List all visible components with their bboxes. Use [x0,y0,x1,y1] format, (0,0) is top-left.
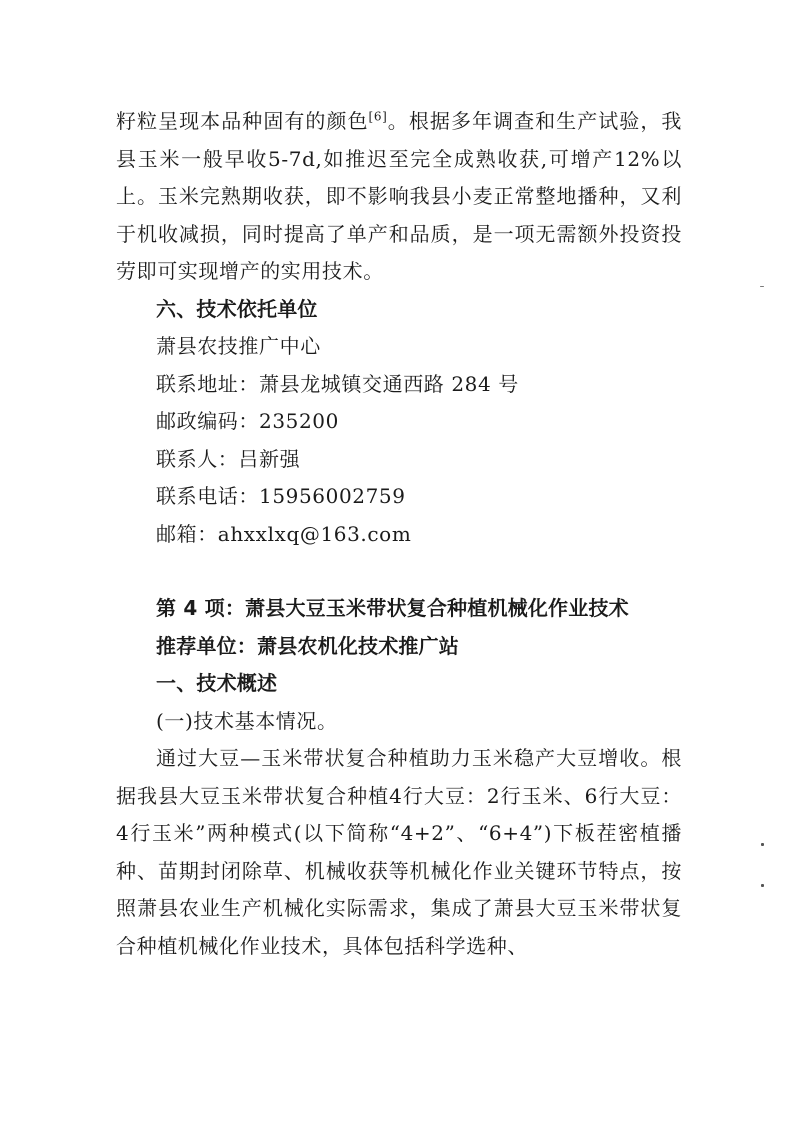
support-unit-heading: 六、技术依托单位 [156,296,318,321]
scan-edge-dot [761,884,764,887]
item4-subsection-basic: (一)技术基本情况。 [156,708,338,733]
top-paragraph-text-before-citation: 籽粒呈现本品种固有的颜色 [116,109,369,133]
section-gap [116,553,682,590]
support-unit-postcode: 邮政编码：235200 [156,409,339,433]
scan-edge-mark [760,286,764,287]
item4-title: 第 4 项：萧县大豆玉米带状复合种植机械化作业技术 [156,596,629,620]
item4-section-overview: 一、技术概述 [156,671,278,695]
document-content [116,103,682,965]
item4-body-paragraph: 通过大豆—玉米带状复合种植助力玉米稳产大豆增收。根据我县大豆玉米带状复合种植4行大豆：2行玉米、6行大豆：4行玉米”两种模式(以下简称“4+2”、“6+4”)下板茬密植播种、苗期封闭除草、机械收获等机械化作业关键环节特点，按照萧县农业生产机械化实际需求，集成了萧县大豆玉米带状复合种植机械化作业技术，具体包括科学选种、 [116,746,682,958]
citation-marker: [6] [368,109,388,124]
support-unit-contact-person: 联系人：吕新强 [156,446,301,471]
top-paragraph [116,103,682,291]
top-paragraph-text-after-citation: 。根据多年调查和生产试验，我县玉米一般早收5-7d,如推迟至完全成熟收获,可增产12%以上。玉米完熟期收获，即不影响我县小麦正常整地播种，又利于机收减损，同时提高了单产和品质，是一项无需额外投资投劳即可实现增产的实用技术。 [116,109,682,283]
support-unit-name: 萧县农技推广中心 [156,334,321,358]
scan-edge-dot [761,843,764,846]
support-unit-email: 邮箱：ahxxlxq@163.com [156,521,412,546]
support-unit-address: 联系地址：萧县龙城镇交通西路 284 号 [156,371,519,396]
support-unit-phone: 联系电话：15956002759 [156,484,406,508]
item4-recommend-unit: 推荐单位：萧县农机化技术推广站 [156,633,459,658]
